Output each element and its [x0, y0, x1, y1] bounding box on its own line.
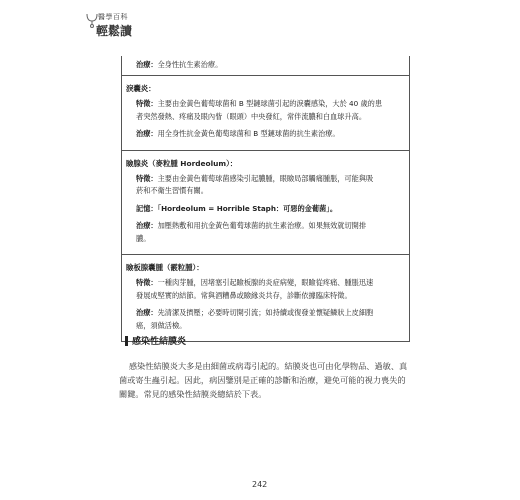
- memo-entry: [126, 203, 405, 216]
- entry-label: 特徵：: [136, 173, 158, 183]
- body-paragraph: 感染性結膜炎大多是由細菌或病毒引起的。結膜炎也可由化學物品、過敏、真菌或寄生蟲引起。因此，病因鑒別是正確的診斷和治療，避免可能的視力喪失的關鍵。常見的感染性結膜炎總結於下表。: [119, 361, 408, 400]
- treatment-entry: [126, 220, 405, 245]
- row-title: 淚囊炎：: [126, 84, 156, 93]
- book-logo: [84, 10, 144, 44]
- section-title: 感染性結膜炎: [132, 337, 187, 347]
- table-row: [122, 75, 409, 150]
- entry-label: 治療：: [136, 60, 158, 69]
- logo-series-name: 醫學百科: [98, 13, 128, 21]
- treatment-entry: [126, 128, 405, 141]
- entry-text-cont: 膿。: [136, 233, 151, 243]
- entry-label: 特徵：: [136, 99, 158, 108]
- entry-text: 加壓熱敷和用抗金黃色葡萄球菌的抗生素治療。如果無效就切開排: [157, 221, 367, 230]
- entry-text-cont: 癌，須做活檢。: [136, 320, 187, 330]
- entry-text: 先清潔及擠壓；必要時切開引流；如持續或復發並懷疑鱗狀上皮細胞: [157, 308, 374, 317]
- page-number: 242: [252, 480, 268, 489]
- entry-label: 治療：: [136, 221, 158, 230]
- entry-text: 一種肉芽腫，因堵塞引起瞼板腺的炎症病變，眼瞼從疼痛、腫脹迅速: [157, 278, 374, 287]
- feature-entry: [126, 98, 405, 123]
- table-row: [122, 254, 409, 341]
- feature-entry: [126, 173, 405, 198]
- entry-text: 用全身性抗金黃色葡萄球菌和 B 型鏈球菌的抗生素治療。: [157, 129, 340, 138]
- treatment-entry: [126, 59, 405, 72]
- entry-text-cont: 菸和不衛生習慣有關。: [136, 186, 208, 195]
- entry-text: 「Hordeolum = Horrible Staph：可惡的金葡菌」。: [157, 203, 338, 213]
- eyelid-disease-table: [121, 56, 410, 342]
- section-marker: [125, 336, 128, 346]
- treatment-entry: [126, 307, 405, 332]
- entry-text-cont: 發展成堅實的結節。常與酒糟鼻或瞼緣炎共存，診斷依據臨床特徵。: [136, 290, 352, 300]
- entry-text-cont: 者突然發熱、疼痛及眼內眥（眼頭）中央發紅，常伴流膿和白血球升高。: [136, 111, 367, 121]
- entry-label: 特徵：: [136, 278, 158, 287]
- entry-text: 主要由金黃色葡萄球菌和 B 型鏈球菌引起的淚囊感染，大於 40 歲的患: [157, 99, 383, 108]
- entry-label: 治療：: [136, 308, 158, 317]
- entry-text: 全身性抗生素治療。: [157, 60, 223, 69]
- entry-text: 主要由金黃色葡萄球菌感染引起膿腫，眼瞼局部觸痛腫脹，可能與吸: [157, 173, 374, 183]
- logo-title: 輕鬆讀: [96, 24, 133, 38]
- entry-label: 記憶：: [136, 203, 158, 213]
- entry-label: 治療：: [136, 129, 158, 138]
- row-title: 瞼板腺囊腫（霰粒腫）：: [126, 263, 204, 272]
- table-row: [122, 150, 409, 255]
- feature-entry: [126, 277, 405, 302]
- table-row: [122, 56, 409, 75]
- row-title: 瞼腺炎（麥粒腫 Hordeolum）：: [126, 158, 238, 168]
